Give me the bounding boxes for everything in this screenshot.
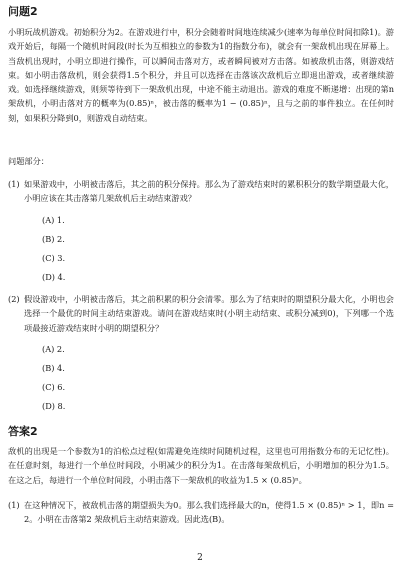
option-1d: (D) 4. [42, 272, 66, 282]
page-number: 2 [197, 553, 203, 563]
answer-intro: 敌机的出现是一个参数为1的泊松点过程(如需避免连续时间随机过程，这里也可用指数分布的无记忆性)。在任意时刻，每进行一个单位时间段，小明减少的积分为1。在击落每架敌机后，小明增加的积分为1.5。在这之后，每进行一个单位时间段，小明击落下一架敌机的收益为1.5 × (0.85)ⁿ。 [8, 446, 394, 485]
option-1c: (C) 3. [42, 253, 66, 263]
question-number: (2) [8, 294, 20, 304]
option-2a: (A) 2. [42, 344, 65, 354]
answer-item-1 [8, 498, 394, 527]
question-text: 如果游戏中，小明被击落后，其之前的积分保持。那么为了游戏结束时的累积积分的数学期望最大化，小明应该在其击落第几架敌机后主动结束游戏？ [24, 179, 394, 204]
question-text: 假设游戏中，小明被击落后，其之前积累的积分会清零。那么为了结束时的期望积分最大化，小明也会选择一个最优的时间主动结束游戏。请问在游戏结束时(小明主动结束、或积分减到0)，下列哪一个选项最接近游戏结束时小明的期望积分？ [24, 294, 394, 333]
option-1b: (B) 2. [42, 234, 65, 244]
parts-label: 问题部分： [8, 156, 49, 166]
option-2d: (D) 8. [42, 401, 66, 411]
problem-statement: 小明玩战机游戏。初始积分为2。在游戏进行中，积分会随着时间地连续减少(速率为每单位时间扣除1)。游戏开始后，每隔一个随机时间段(时长为互相独立的参数为1的指数分布)，就会有一架敌机出现在屏幕上。当敌机出现时，小明立即进行操作，可以瞬间击落对方，或者瞬间被对方击落。如被敌机击落，则游戏结束。如小明击落敌机，则会获得1.5个积分，并且可以选择在击落该次敌机后立即退出游戏，或者继续游戏。如选择继续游戏，则须等待到下一架敌机出现，中途不能主动退出。游戏的难度不断递增：出现的第n 架敌机，小明击落对方的概率为(0.85)ⁿ，被击落的概率为1 − (0.85)ⁿ，且与之前的事件独立。在任何时刻，如果积分降到0，则游戏自动结束。 [8, 27, 394, 123]
question-number: (1) [8, 179, 20, 189]
option-2b: (B) 4. [42, 363, 65, 373]
answer-item-number: (1) [8, 500, 20, 510]
problem-heading: 问题2 [8, 5, 38, 18]
answer-heading: 答案2 [8, 425, 38, 438]
option-1a: (A) 1. [42, 215, 65, 225]
answer-item-text: 在这种情况下，被敌机击落的期望损失为0。那么我们选择最大的n，使得1.5 × (0.85)ⁿ > 1，即n = 2。小明在击落第2 架敌机后主动结束游戏。因此选(B)。 [24, 500, 394, 525]
option-2c: (C) 6. [42, 382, 66, 392]
question-1 [8, 177, 394, 206]
question-2 [8, 292, 394, 335]
